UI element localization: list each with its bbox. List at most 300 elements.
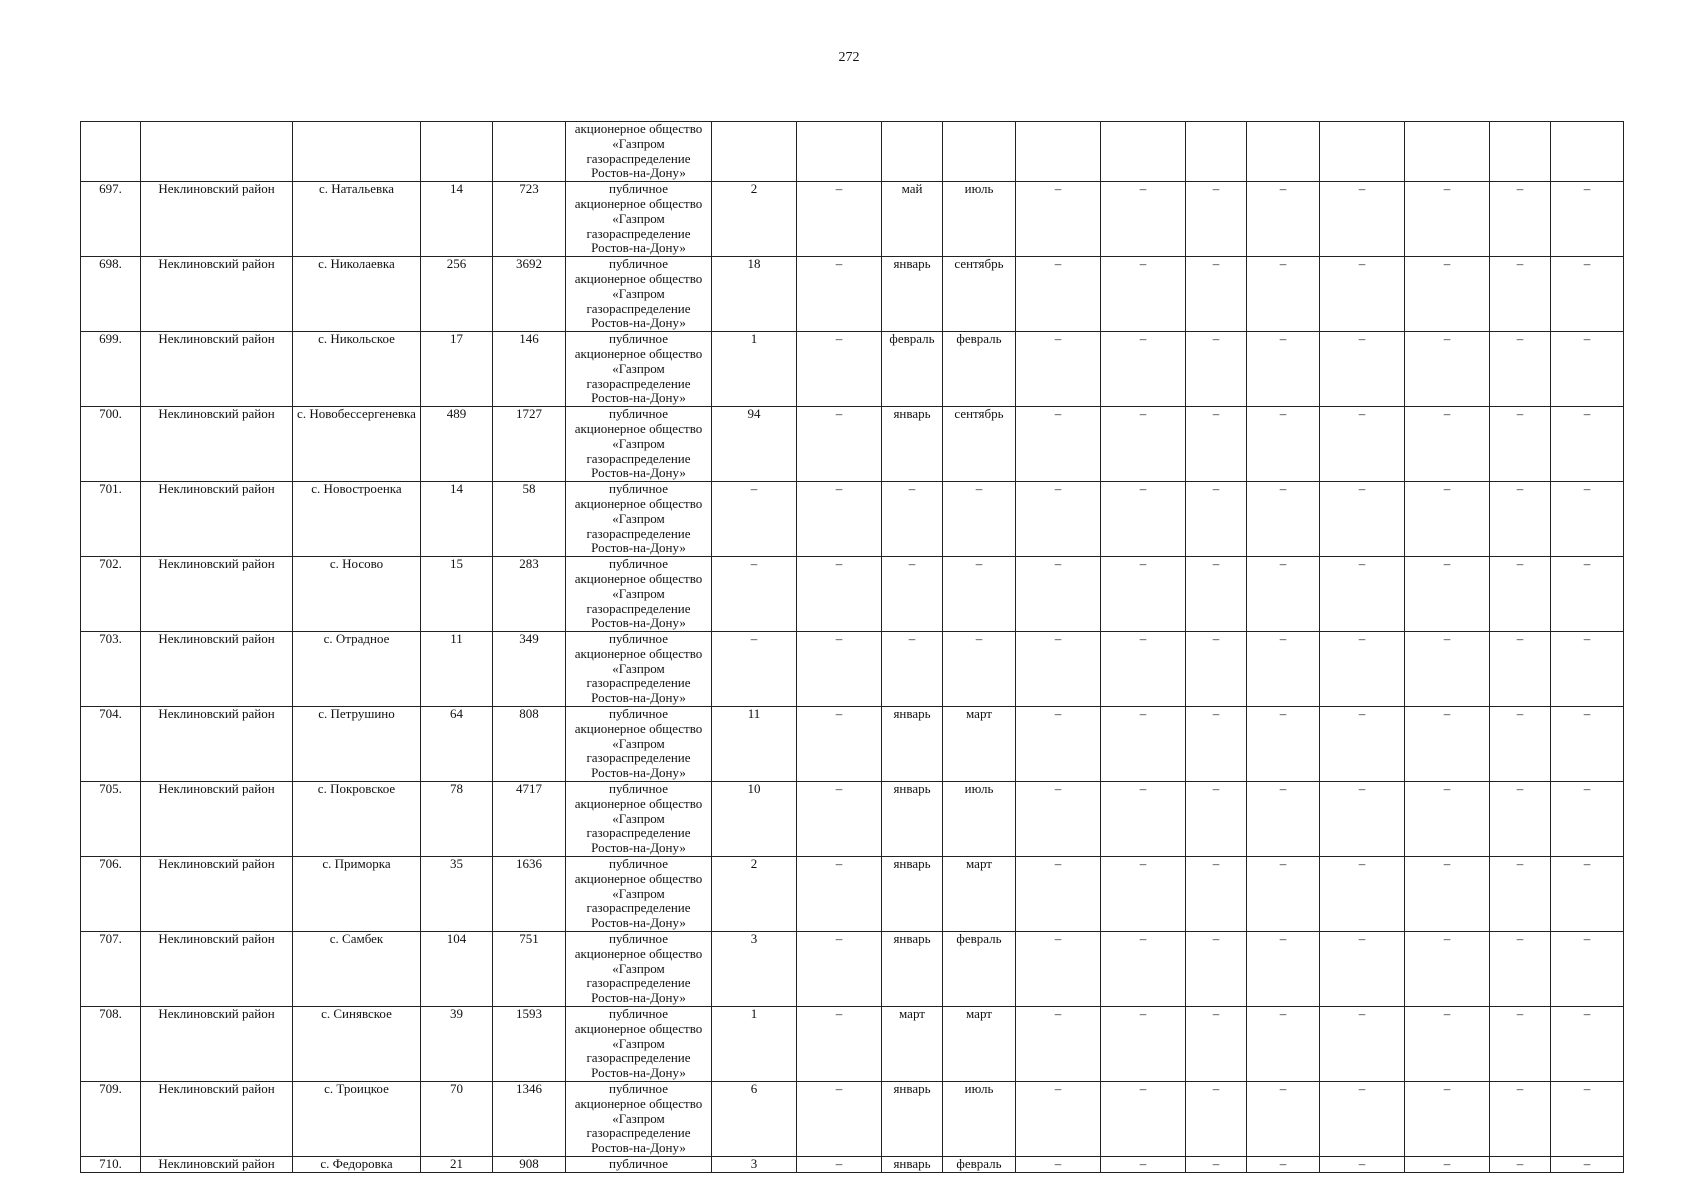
value-cell-8: – — [797, 482, 882, 557]
operator-line: «Газпром — [612, 1035, 665, 1051]
settlement-cell: с. Новостроенка — [293, 482, 421, 557]
value-cell-5: 349 — [493, 632, 566, 707]
value-cell-4: 14 — [421, 182, 493, 257]
row-number: 703. — [81, 632, 141, 707]
operator-cell — [566, 182, 712, 257]
operator-line: акционерное общество — [574, 570, 703, 586]
dash-cell: – — [1186, 707, 1247, 782]
dash-cell: – — [1247, 707, 1320, 782]
district-cell: Неклиновский район — [141, 932, 293, 1007]
district-cell: Неклиновский район — [141, 182, 293, 257]
end-month-cell: март — [943, 857, 1016, 932]
empty-cell — [712, 122, 797, 182]
operator-line: Ростов-на-Дону» — [591, 1140, 686, 1156]
operator-line: публичное — [609, 406, 668, 422]
district-cell: Неклиновский район — [141, 557, 293, 632]
dash-cell: – — [1247, 782, 1320, 857]
district-cell: Неклиновский район — [141, 707, 293, 782]
empty-cell — [882, 122, 943, 182]
operator-line: акционерное общество — [574, 495, 703, 511]
operator-cell — [566, 932, 712, 1007]
dash-cell: – — [1186, 332, 1247, 407]
row-number: 704. — [81, 707, 141, 782]
dash-cell: – — [1551, 1082, 1624, 1157]
operator-line: «Газпром — [612, 660, 665, 676]
value-cell-8: – — [797, 782, 882, 857]
dash-cell: – — [1016, 632, 1101, 707]
value-cell-8: – — [797, 1082, 882, 1157]
page-number: 272 — [838, 50, 860, 65]
table-row — [81, 707, 1624, 782]
operator-line: газораспределение — [586, 525, 691, 541]
operator-line: Ростов-на-Дону» — [591, 165, 686, 181]
dash-cell: – — [1405, 857, 1490, 932]
operator-cell — [566, 782, 712, 857]
operator-line: публичное — [609, 931, 668, 947]
operator-line: «Газпром — [612, 285, 665, 301]
dash-cell: – — [1405, 707, 1490, 782]
operator-line: публичное — [609, 856, 668, 872]
operator-line: Ростов-на-Дону» — [591, 465, 686, 481]
operator-line: Ростов-на-Дону» — [591, 390, 686, 406]
table-row — [81, 407, 1624, 482]
operator-line: акционерное общество — [574, 195, 703, 211]
dash-cell: – — [1405, 932, 1490, 1007]
end-month-cell: март — [943, 707, 1016, 782]
dash-cell: – — [1101, 932, 1186, 1007]
settlement-cell: с. Троицкое — [293, 1082, 421, 1157]
value-cell-4: 15 — [421, 557, 493, 632]
dash-cell: – — [1490, 932, 1551, 1007]
row-number: 710. — [81, 1156, 141, 1172]
dash-cell: – — [1247, 557, 1320, 632]
table-row-continuation — [81, 122, 1624, 182]
value-cell-5: 3692 — [493, 257, 566, 332]
dash-cell: – — [1490, 482, 1551, 557]
dash-cell: – — [1551, 182, 1624, 257]
empty-cell — [1320, 122, 1405, 182]
dash-cell: – — [1551, 482, 1624, 557]
empty-cell — [293, 122, 421, 182]
dash-cell: – — [1405, 782, 1490, 857]
settlement-cell: с. Синявское — [293, 1007, 421, 1082]
dash-cell: – — [1490, 857, 1551, 932]
start-month-cell: февраль — [882, 332, 943, 407]
operator-line: Ростов-на-Дону» — [591, 840, 686, 856]
dash-cell: – — [1405, 632, 1490, 707]
operator-line: акционерное общество — [574, 1095, 703, 1111]
dash-cell: – — [1490, 332, 1551, 407]
operator-line: публичное — [609, 181, 668, 197]
dash-cell: – — [1016, 707, 1101, 782]
dash-cell: – — [1186, 632, 1247, 707]
value-cell-7: 2 — [712, 182, 797, 257]
dash-cell: – — [1101, 257, 1186, 332]
operator-line: публичное — [609, 631, 668, 647]
value-cell-4: 78 — [421, 782, 493, 857]
dash-cell: – — [1405, 557, 1490, 632]
table-row — [81, 1156, 1624, 1172]
dash-cell: – — [1247, 482, 1320, 557]
dash-cell: – — [1551, 257, 1624, 332]
dash-cell: – — [1016, 182, 1101, 257]
dash-cell: – — [1247, 182, 1320, 257]
dash-cell: – — [1016, 782, 1101, 857]
operator-line: публичное — [609, 331, 668, 347]
operator-line: «Газпром — [612, 735, 665, 751]
dash-cell: – — [1320, 707, 1405, 782]
operator-line: акционерное общество — [574, 870, 703, 886]
value-cell-5: 146 — [493, 332, 566, 407]
dash-cell: – — [1320, 482, 1405, 557]
operator-line: акционерное общество — [574, 420, 703, 436]
operator-line: газораспределение — [586, 975, 691, 991]
dash-cell: – — [1405, 1156, 1490, 1172]
dash-cell: – — [1320, 257, 1405, 332]
dash-cell: – — [1490, 1082, 1551, 1157]
empty-cell — [1247, 122, 1320, 182]
operator-line: Ростов-на-Дону» — [591, 240, 686, 256]
dash-cell: – — [1016, 1007, 1101, 1082]
value-cell-5: 4717 — [493, 782, 566, 857]
value-cell-7: 3 — [712, 932, 797, 1007]
value-cell-4: 39 — [421, 1007, 493, 1082]
dash-cell: – — [1186, 557, 1247, 632]
dash-cell: – — [1551, 632, 1624, 707]
dash-cell: – — [1490, 257, 1551, 332]
dash-cell: – — [1247, 1007, 1320, 1082]
table-row — [81, 332, 1624, 407]
table-body — [81, 122, 1624, 1173]
operator-cell — [566, 857, 712, 932]
value-cell-8: – — [797, 1156, 882, 1172]
dash-cell: – — [1405, 257, 1490, 332]
value-cell-4: 17 — [421, 332, 493, 407]
value-cell-8: – — [797, 407, 882, 482]
dash-cell: – — [1101, 407, 1186, 482]
start-month-cell: январь — [882, 407, 943, 482]
value-cell-4: 64 — [421, 707, 493, 782]
dash-cell: – — [1016, 257, 1101, 332]
end-month-cell: февраль — [943, 332, 1016, 407]
value-cell-5: 723 — [493, 182, 566, 257]
district-cell: Неклиновский район — [141, 1082, 293, 1157]
operator-line: акционерное общество — [574, 270, 703, 286]
dash-cell: – — [1551, 707, 1624, 782]
row-number: 698. — [81, 257, 141, 332]
operator-line: акционерное общество — [574, 1020, 703, 1036]
operator-cell — [566, 122, 712, 182]
start-month-cell: март — [882, 1007, 943, 1082]
row-number: 702. — [81, 557, 141, 632]
dash-cell: – — [1101, 782, 1186, 857]
value-cell-5: 1727 — [493, 407, 566, 482]
operator-line: «Газпром — [612, 960, 665, 976]
dash-cell: – — [1247, 1082, 1320, 1157]
value-cell-7: – — [712, 557, 797, 632]
row-number: 709. — [81, 1082, 141, 1157]
dash-cell: – — [1490, 707, 1551, 782]
dash-cell: – — [1320, 332, 1405, 407]
operator-line: «Газпром — [612, 135, 665, 151]
operator-line: акционерное общество — [574, 345, 703, 361]
empty-cell — [421, 122, 493, 182]
dash-cell: – — [1320, 407, 1405, 482]
operator-line: газораспределение — [586, 600, 691, 616]
empty-cell — [1016, 122, 1101, 182]
district-cell: Неклиновский район — [141, 782, 293, 857]
dash-cell: – — [1101, 632, 1186, 707]
value-cell-4: 104 — [421, 932, 493, 1007]
settlement-cell: с. Самбек — [293, 932, 421, 1007]
value-cell-4: 70 — [421, 1082, 493, 1157]
operator-line: газораспределение — [586, 825, 691, 841]
operator-line: «Газпром — [612, 810, 665, 826]
value-cell-5: 908 — [493, 1156, 566, 1172]
settlement-cell: с. Отрадное — [293, 632, 421, 707]
value-cell-8: – — [797, 182, 882, 257]
settlement-cell: с. Федоровка — [293, 1156, 421, 1172]
dash-cell: – — [1016, 1082, 1101, 1157]
dash-cell: – — [1490, 1007, 1551, 1082]
district-cell: Неклиновский район — [141, 332, 293, 407]
value-cell-8: – — [797, 332, 882, 407]
dash-cell: – — [1247, 857, 1320, 932]
empty-cell — [81, 122, 141, 182]
dash-cell: – — [1186, 782, 1247, 857]
dash-cell: – — [1551, 932, 1624, 1007]
value-cell-7: 2 — [712, 857, 797, 932]
operator-cell — [566, 632, 712, 707]
dash-cell: – — [1247, 632, 1320, 707]
table-row — [81, 1082, 1624, 1157]
row-number: 706. — [81, 857, 141, 932]
dash-cell: – — [1551, 857, 1624, 932]
dash-cell: – — [1490, 182, 1551, 257]
value-cell-7: – — [712, 632, 797, 707]
operator-line: Ростов-на-Дону» — [591, 1065, 686, 1081]
operator-line: Ростов-на-Дону» — [591, 915, 686, 931]
start-month-cell: – — [882, 557, 943, 632]
value-cell-5: 58 — [493, 482, 566, 557]
table-row — [81, 782, 1624, 857]
operator-cell — [566, 1156, 712, 1172]
dash-cell: – — [1016, 482, 1101, 557]
operator-line: публичное — [609, 481, 668, 497]
end-month-cell: февраль — [943, 1156, 1016, 1172]
operator-line: Ростов-на-Дону» — [591, 690, 686, 706]
end-month-cell: февраль — [943, 932, 1016, 1007]
empty-cell — [1490, 122, 1551, 182]
value-cell-7: 3 — [712, 1156, 797, 1172]
dash-cell: – — [1101, 1156, 1186, 1172]
operator-line: газораспределение — [586, 750, 691, 766]
dash-cell: – — [1186, 1156, 1247, 1172]
settlement-cell: с. Новобессергеневка — [293, 407, 421, 482]
start-month-cell: январь — [882, 257, 943, 332]
operator-line: «Газпром — [612, 1110, 665, 1126]
dash-cell: – — [1247, 407, 1320, 482]
operator-line: акционерное общество — [574, 720, 703, 736]
value-cell-5: 808 — [493, 707, 566, 782]
value-cell-8: – — [797, 1007, 882, 1082]
district-cell: Неклиновский район — [141, 1156, 293, 1172]
dash-cell: – — [1101, 1007, 1186, 1082]
row-number: 697. — [81, 182, 141, 257]
value-cell-8: – — [797, 932, 882, 1007]
gasification-table — [80, 121, 1624, 1173]
operator-line: газораспределение — [586, 300, 691, 316]
row-number: 700. — [81, 407, 141, 482]
operator-line: «Газпром — [612, 210, 665, 226]
operator-line: газораспределение — [586, 150, 691, 166]
district-cell: Неклиновский район — [141, 857, 293, 932]
table-row — [81, 182, 1624, 257]
dash-cell: – — [1551, 332, 1624, 407]
dash-cell: – — [1320, 557, 1405, 632]
operator-line: «Газпром — [612, 435, 665, 451]
dash-cell: – — [1247, 1156, 1320, 1172]
dash-cell: – — [1101, 557, 1186, 632]
dash-cell: – — [1186, 482, 1247, 557]
operator-line: публичное — [609, 556, 668, 572]
settlement-cell: с. Приморка — [293, 857, 421, 932]
operator-line: «Газпром — [612, 885, 665, 901]
operator-cell — [566, 557, 712, 632]
operator-line: публичное — [609, 706, 668, 722]
dash-cell: – — [1490, 1156, 1551, 1172]
empty-cell — [493, 122, 566, 182]
operator-line: «Газпром — [612, 585, 665, 601]
operator-line: «Газпром — [612, 510, 665, 526]
dash-cell: – — [1320, 632, 1405, 707]
row-number: 705. — [81, 782, 141, 857]
operator-line: публичное — [609, 1156, 668, 1171]
start-month-cell: май — [882, 182, 943, 257]
end-month-cell: – — [943, 632, 1016, 707]
dash-cell: – — [1405, 482, 1490, 557]
operator-cell — [566, 707, 712, 782]
dash-cell: – — [1101, 182, 1186, 257]
table-row — [81, 932, 1624, 1007]
table-row — [81, 857, 1624, 932]
operator-line: Ростов-на-Дону» — [591, 765, 686, 781]
operator-line: газораспределение — [586, 1050, 691, 1066]
district-cell: Неклиновский район — [141, 407, 293, 482]
operator-cell — [566, 257, 712, 332]
start-month-cell: январь — [882, 1082, 943, 1157]
dash-cell: – — [1247, 332, 1320, 407]
dash-cell: – — [1551, 1156, 1624, 1172]
end-month-cell: сентябрь — [943, 407, 1016, 482]
value-cell-7: 6 — [712, 1082, 797, 1157]
table-row — [81, 632, 1624, 707]
dash-cell: – — [1186, 182, 1247, 257]
start-month-cell: – — [882, 482, 943, 557]
value-cell-4: 21 — [421, 1156, 493, 1172]
dash-cell: – — [1186, 932, 1247, 1007]
district-cell: Неклиновский район — [141, 482, 293, 557]
district-cell: Неклиновский район — [141, 1007, 293, 1082]
dash-cell: – — [1016, 1156, 1101, 1172]
end-month-cell: июль — [943, 1082, 1016, 1157]
dash-cell: – — [1405, 407, 1490, 482]
value-cell-4: 14 — [421, 482, 493, 557]
value-cell-5: 283 — [493, 557, 566, 632]
dash-cell: – — [1320, 782, 1405, 857]
operator-line: Ростов-на-Дону» — [591, 990, 686, 1006]
operator-line: Ростов-на-Дону» — [591, 540, 686, 556]
dash-cell: – — [1405, 182, 1490, 257]
empty-cell — [1186, 122, 1247, 182]
dash-cell: – — [1186, 857, 1247, 932]
settlement-cell: с. Натальевка — [293, 182, 421, 257]
value-cell-8: – — [797, 257, 882, 332]
value-cell-4: 35 — [421, 857, 493, 932]
dash-cell: – — [1551, 557, 1624, 632]
dash-cell: – — [1101, 332, 1186, 407]
operator-line: публичное — [609, 1006, 668, 1022]
district-cell: Неклиновский район — [141, 257, 293, 332]
operator-line: публичное — [609, 256, 668, 272]
value-cell-7: 10 — [712, 782, 797, 857]
start-month-cell: – — [882, 632, 943, 707]
table-row — [81, 482, 1624, 557]
dash-cell: – — [1320, 857, 1405, 932]
operator-cell — [566, 482, 712, 557]
end-month-cell: сентябрь — [943, 257, 1016, 332]
dash-cell: – — [1551, 1007, 1624, 1082]
operator-line: публичное — [609, 1081, 668, 1096]
start-month-cell: январь — [882, 932, 943, 1007]
empty-cell — [797, 122, 882, 182]
district-cell: Неклиновский район — [141, 632, 293, 707]
operator-line: газораспределение — [586, 225, 691, 241]
dash-cell: – — [1016, 932, 1101, 1007]
settlement-cell: с. Никольское — [293, 332, 421, 407]
dash-cell: – — [1490, 632, 1551, 707]
value-cell-8: – — [797, 707, 882, 782]
value-cell-7: 1 — [712, 1007, 797, 1082]
dash-cell: – — [1016, 332, 1101, 407]
dash-cell: – — [1247, 932, 1320, 1007]
dash-cell: – — [1247, 257, 1320, 332]
start-month-cell: январь — [882, 782, 943, 857]
dash-cell: – — [1490, 407, 1551, 482]
operator-line: акционерное общество — [574, 121, 703, 136]
dash-cell: – — [1101, 1082, 1186, 1157]
value-cell-8: – — [797, 632, 882, 707]
value-cell-7: 94 — [712, 407, 797, 482]
row-number: 707. — [81, 932, 141, 1007]
end-month-cell: – — [943, 482, 1016, 557]
start-month-cell: январь — [882, 707, 943, 782]
value-cell-7: – — [712, 482, 797, 557]
dash-cell: – — [1186, 407, 1247, 482]
operator-line: газораспределение — [586, 375, 691, 391]
value-cell-5: 1593 — [493, 1007, 566, 1082]
operator-line: акционерное общество — [574, 795, 703, 811]
operator-line: акционерное общество — [574, 945, 703, 961]
dash-cell: – — [1320, 1156, 1405, 1172]
operator-line: Ростов-на-Дону» — [591, 615, 686, 631]
operator-line: газораспределение — [586, 450, 691, 466]
operator-cell — [566, 1082, 712, 1157]
value-cell-8: – — [797, 557, 882, 632]
operator-line: публичное — [609, 781, 668, 797]
dash-cell: – — [1490, 782, 1551, 857]
dash-cell: – — [1551, 407, 1624, 482]
